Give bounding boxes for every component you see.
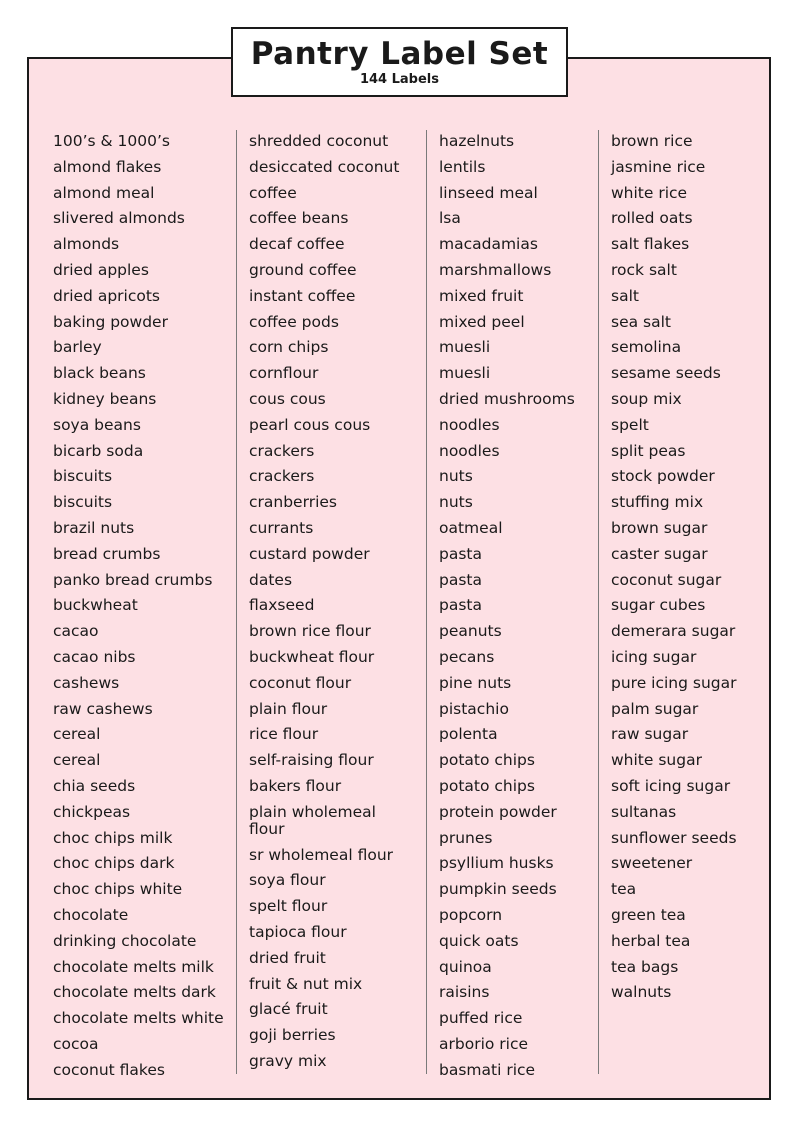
label-item: noodles — [439, 441, 500, 460]
label-item: bakers flour — [249, 776, 342, 795]
label-item: caster sugar — [611, 544, 708, 563]
label-item: raisins — [439, 983, 490, 1002]
label-item: almond meal — [53, 183, 155, 202]
label-item: pistachio — [439, 699, 509, 718]
label-column-4 — [611, 129, 737, 1006]
label-item: macadamias — [439, 235, 538, 254]
label-item: cashews — [53, 673, 120, 692]
label-item: almond flakes — [53, 157, 162, 176]
label-item: drinking chocolate — [53, 931, 197, 950]
label-item: brown sugar — [611, 518, 708, 537]
label-item: marshmallows — [439, 260, 552, 279]
label-item: hazelnuts — [439, 132, 515, 150]
label-item: soup mix — [611, 389, 682, 408]
label-column-3 — [439, 129, 575, 1083]
label-item: biscuits — [53, 467, 113, 486]
label-item: kidney beans — [53, 389, 157, 408]
label-item: potato chips — [439, 751, 535, 770]
label-item: sr wholemeal flour — [249, 845, 394, 864]
label-item: white rice — [611, 183, 688, 202]
label-item: sweetener — [611, 854, 693, 873]
label-item: split peas — [611, 441, 686, 460]
label-item: chocolate melts white — [53, 1009, 224, 1028]
title-box — [231, 27, 568, 97]
label-item: linseed meal — [439, 183, 538, 202]
label-item: nuts — [439, 493, 473, 512]
label-item: choc chips white — [53, 880, 183, 899]
label-item: rock salt — [611, 260, 677, 279]
label-item: 100’s & 1000’s — [53, 132, 170, 150]
label-item: quinoa — [439, 957, 492, 976]
label-item: sesame seeds — [611, 364, 721, 383]
label-item: currants — [249, 518, 314, 537]
label-item: pasta — [439, 596, 482, 615]
label-item: coconut flakes — [53, 1060, 165, 1079]
label-item: coffee beans — [249, 209, 349, 228]
label-item: brown rice flour — [249, 622, 371, 641]
label-item: instant coffee — [249, 286, 356, 305]
label-item: herbal tea — [611, 931, 691, 950]
label-item: chocolate melts milk — [53, 957, 214, 976]
label-item: tea bags — [611, 957, 679, 976]
label-item: stuffing mix — [611, 493, 704, 512]
label-item: spelt — [611, 415, 649, 434]
label-item: puffed rice — [439, 1009, 523, 1028]
label-item: raw sugar — [611, 725, 689, 744]
label-item: cous cous — [249, 389, 326, 408]
label-item: corn chips — [249, 338, 329, 357]
label-item: cacao — [53, 622, 99, 641]
label-item: glacé fruit — [249, 1000, 328, 1019]
label-item: chickpeas — [53, 802, 131, 821]
label-item: crackers — [249, 467, 315, 486]
label-item: mixed fruit — [439, 286, 524, 305]
label-count: 144 Labels — [359, 72, 440, 87]
label-item: pasta — [439, 544, 482, 563]
label-item: coffee pods — [249, 312, 339, 331]
column-divider — [598, 130, 599, 1074]
label-item: raw cashews — [53, 699, 153, 718]
label-item: noodles — [439, 415, 500, 434]
label-item: pine nuts — [439, 673, 512, 692]
label-item: sultanas — [611, 802, 677, 821]
label-item: panko bread crumbs — [53, 570, 213, 589]
label-item: coconut flour — [249, 673, 352, 692]
label-item: oatmeal — [439, 518, 503, 537]
label-item: salt flakes — [611, 235, 690, 254]
label-item: baking powder — [53, 312, 168, 331]
column-divider — [426, 130, 427, 1074]
label-item: decaf coffee — [249, 235, 345, 254]
label-item: polenta — [439, 725, 498, 744]
page-title: Pantry Label Set — [250, 36, 549, 72]
label-item: semolina — [611, 338, 682, 357]
label-item: chocolate melts dark — [53, 983, 216, 1002]
label-item: protein powder — [439, 802, 557, 821]
label-item: dried apricots — [53, 286, 160, 305]
label-item: spelt flour — [249, 897, 328, 916]
label-item: dried apples — [53, 260, 149, 279]
label-item: pasta — [439, 570, 482, 589]
label-item: psyllium husks — [439, 854, 554, 873]
label-item: basmati rice — [439, 1060, 536, 1079]
label-item: coconut sugar — [611, 570, 722, 589]
label-item: chocolate — [53, 905, 129, 924]
label-item: brown rice — [611, 132, 693, 150]
label-item: biscuits — [53, 493, 113, 512]
label-item: plain flour — [249, 699, 328, 718]
label-item: stock powder — [611, 467, 715, 486]
label-item: coffee — [249, 183, 297, 202]
label-item: barley — [53, 338, 102, 357]
label-item: quick oats — [439, 931, 519, 950]
label-item: walnuts — [611, 983, 672, 1002]
label-item: black beans — [53, 364, 146, 383]
label-item: cereal — [53, 725, 101, 744]
label-item: pearl cous cous — [249, 415, 371, 434]
label-item: shredded coconut — [249, 132, 389, 150]
label-item: pure icing sugar — [611, 673, 737, 692]
label-item: desiccated coconut — [249, 157, 400, 176]
label-item: lsa — [439, 209, 461, 228]
label-item: fruit & nut mix — [249, 974, 363, 993]
label-item: cocoa — [53, 1034, 99, 1053]
label-item: plain wholemeal flour — [249, 802, 376, 838]
label-item: palm sugar — [611, 699, 699, 718]
label-item: choc chips milk — [53, 828, 173, 847]
label-item: cereal — [53, 751, 101, 770]
label-item: prunes — [439, 828, 493, 847]
label-item: white sugar — [611, 751, 702, 770]
label-item: goji berries — [249, 1026, 336, 1045]
label-item: buckwheat — [53, 596, 138, 615]
label-item: lentils — [439, 157, 486, 176]
label-item: jasmine rice — [611, 157, 706, 176]
label-item: tea — [611, 880, 637, 899]
label-item: cranberries — [249, 493, 337, 512]
label-item: arborio rice — [439, 1034, 529, 1053]
label-item: brazil nuts — [53, 518, 135, 537]
label-item: tapioca flour — [249, 922, 347, 941]
label-item: green tea — [611, 905, 686, 924]
label-item: bread crumbs — [53, 544, 161, 563]
label-item: flaxseed — [249, 596, 315, 615]
label-item: sea salt — [611, 312, 671, 331]
label-item: custard powder — [249, 544, 370, 563]
label-item: muesli — [439, 364, 491, 383]
label-column-2 — [249, 129, 414, 1075]
label-item: slivered almonds — [53, 209, 185, 228]
label-item: nuts — [439, 467, 473, 486]
label-item: popcorn — [439, 905, 503, 924]
label-item: mixed peel — [439, 312, 525, 331]
label-item: soya flour — [249, 871, 326, 890]
label-item: sugar cubes — [611, 596, 706, 615]
label-item: almonds — [53, 235, 120, 254]
label-item: ground coffee — [249, 260, 357, 279]
label-item: choc chips dark — [53, 854, 175, 873]
label-item: chia seeds — [53, 776, 136, 795]
label-item: cacao nibs — [53, 647, 136, 666]
label-item: salt — [611, 286, 639, 305]
label-item: soya beans — [53, 415, 141, 434]
label-item: potato chips — [439, 776, 535, 795]
label-item: rice flour — [249, 725, 319, 744]
label-item: demerara sugar — [611, 622, 736, 641]
label-item: dried mushrooms — [439, 389, 575, 408]
label-item: self-raising flour — [249, 751, 374, 770]
label-item: soft icing sugar — [611, 776, 731, 795]
label-item: buckwheat flour — [249, 647, 375, 666]
label-item: dried fruit — [249, 948, 326, 967]
label-item: pumpkin seeds — [439, 880, 557, 899]
label-item: sunflower seeds — [611, 828, 737, 847]
label-item: muesli — [439, 338, 491, 357]
label-item: rolled oats — [611, 209, 693, 228]
label-item: bicarb soda — [53, 441, 144, 460]
label-item: peanuts — [439, 622, 502, 641]
label-item: pecans — [439, 647, 495, 666]
label-item: dates — [249, 570, 293, 589]
column-divider — [236, 130, 237, 1074]
label-item: cornflour — [249, 364, 319, 383]
label-item: gravy mix — [249, 1051, 327, 1070]
label-item: crackers — [249, 441, 315, 460]
label-column-1 — [53, 129, 224, 1083]
label-item: icing sugar — [611, 647, 697, 666]
